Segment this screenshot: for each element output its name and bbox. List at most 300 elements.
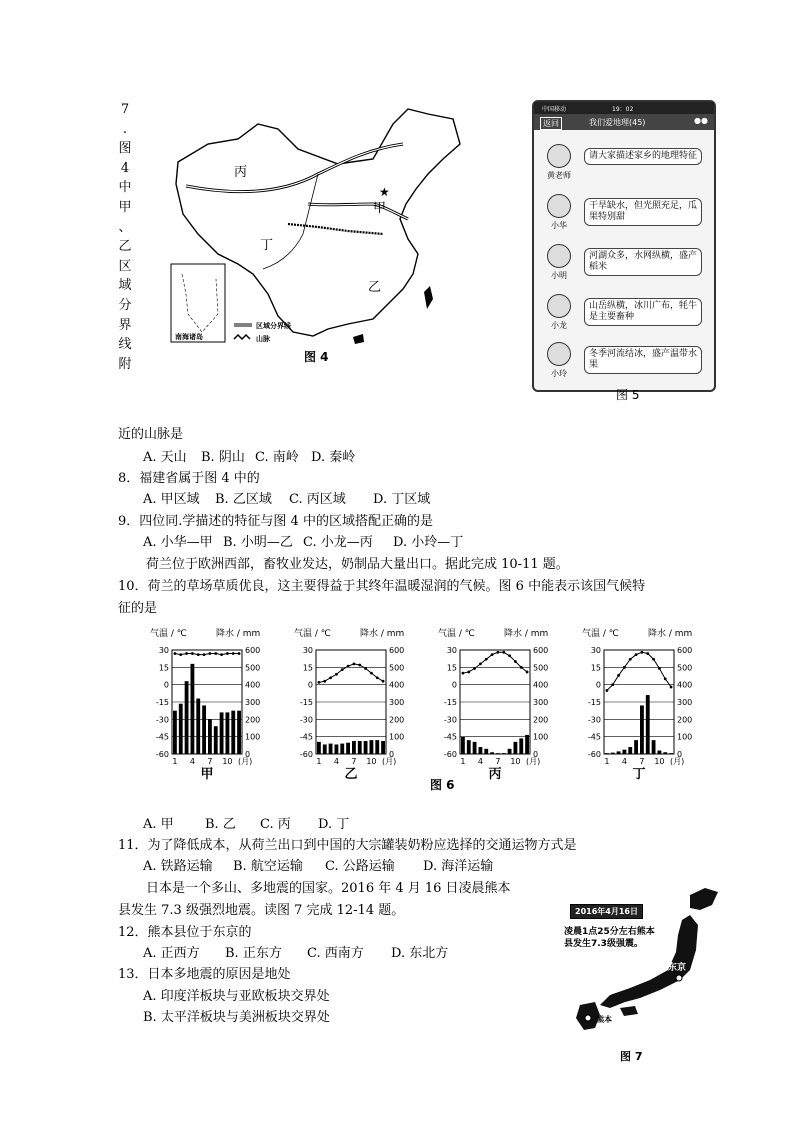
chat-avatar (542, 294, 576, 331)
precip-tick-label: 500 (533, 663, 549, 673)
q9-options (143, 531, 463, 550)
precip-bar (461, 737, 465, 754)
precip-bar (519, 738, 523, 754)
temp-point (491, 653, 494, 656)
precip-tick-label: 100 (677, 732, 693, 742)
china-map-svg (168, 104, 468, 370)
q12-stem: 12．熊本县位于东京的 (118, 925, 252, 940)
precip-bar (646, 695, 650, 754)
avatar-face-icon (547, 244, 571, 268)
precip-tick-label: 200 (533, 715, 549, 725)
month-tick-label: 4 (621, 757, 627, 766)
precip-bar (214, 726, 218, 754)
q7-stem-char: 图 (118, 141, 132, 157)
chat-avatar (542, 194, 576, 231)
temp-point (606, 689, 609, 692)
temp-point (353, 662, 356, 665)
q12-options (143, 942, 448, 961)
q11-option-c[interactable]: C. 公路运输 (325, 859, 395, 874)
q10-stem-line2: 征的是 (118, 601, 158, 616)
temp-tick-label: -30 (155, 715, 169, 725)
avatar-face-icon (547, 194, 571, 218)
temp-point (641, 651, 644, 654)
q8-option-b[interactable]: B. 乙区域 (215, 492, 272, 507)
temp-point (670, 686, 673, 689)
q10-stem-line1: 10．荷兰的草场草质优良，这主要得益于其终年温暖湿润的气候。图 6 中能表示该国气候特 (118, 579, 646, 594)
precip-bar (514, 742, 518, 754)
q7-stem-char: 区 (118, 258, 132, 274)
temp-point (617, 674, 620, 677)
region-label-jia: 甲 (373, 201, 387, 216)
q11-options (143, 855, 493, 874)
q9-option-d[interactable]: D. 小玲—丁 (393, 535, 464, 550)
intro-10-11: 荷兰位于欧洲西部，畜牧业发达，奶制品大量出口。据此完成 10-11 题。 (146, 557, 569, 572)
temp-axis-title: 气温 / ℃ (582, 629, 619, 639)
temp-point (232, 652, 235, 655)
precip-tick-label: 500 (677, 663, 693, 673)
q7-stem-char: 、 (118, 219, 132, 235)
temp-tick-label: 0 (451, 680, 457, 690)
q7-stem-char: 附 (118, 356, 132, 372)
precip-tick-label: 200 (389, 715, 405, 725)
figure-5-caption: 图 5 (616, 388, 640, 402)
month-tick-label: 4 (333, 757, 339, 766)
q8-options (143, 488, 430, 507)
chat-sender-name: 小龙 (551, 321, 567, 330)
precip-tick-label: 500 (245, 663, 261, 673)
temp-point (341, 668, 344, 671)
kumamoto-label: 熊本 (596, 1015, 612, 1024)
q7-option-d[interactable]: D. 秦岭 (311, 450, 356, 465)
temp-tick-label: 15 (302, 663, 313, 673)
temp-tick-label: -45 (155, 732, 169, 742)
month-tick-label: 10 (222, 757, 233, 766)
temp-point (238, 652, 241, 655)
temp-point (220, 653, 223, 656)
q13-option-b[interactable]: B. 太平洋板块与美洲板块交界处 (143, 1010, 330, 1025)
precip-bar (364, 741, 368, 754)
precip-bar (202, 705, 206, 754)
status-time: 19：02 (612, 106, 634, 113)
month-tick-label: 1 (316, 757, 322, 766)
q7-option-a[interactable]: A. 天山 (143, 450, 187, 465)
q11-stem: 11．为了降低成本，从荷兰出口到中国的大宗罐装奶粉应选择的交通运物方式是 (118, 838, 577, 853)
precip-axis-title: 降水 / mm (360, 629, 405, 639)
precip-bar (185, 681, 189, 754)
q10-option-c[interactable]: C. 丙 (260, 817, 291, 832)
date-box: 2016年4月16日 (570, 904, 643, 919)
precip-tick-label: 300 (677, 698, 693, 707)
temp-point (467, 671, 470, 674)
back-button[interactable]: 返回 (540, 117, 562, 130)
precip-bar (652, 740, 656, 754)
precip-bar (490, 752, 494, 754)
precip-bar (473, 742, 477, 754)
precip-axis-title: 降水 / mm (648, 629, 693, 639)
temp-tick-label: -15 (587, 698, 601, 707)
temp-tick-label: -30 (299, 715, 313, 725)
temp-tick-label: -30 (443, 715, 457, 725)
temp-point (623, 666, 626, 669)
chat-bubble: 山岳纵横，冰川广布，牦牛是主要畜种 (584, 298, 702, 326)
precip-tick-label: 300 (245, 698, 261, 707)
month-tick-label: 1 (172, 757, 178, 766)
precip-bar (479, 747, 483, 754)
temp-point (502, 651, 505, 654)
q9-option-c[interactable]: C. 小龙—丙 (303, 535, 373, 550)
figure-6-charts (150, 622, 720, 794)
temp-tick-label: -15 (299, 698, 313, 707)
temp-tick-label: -45 (587, 732, 601, 742)
month-unit-label: (月) (382, 757, 397, 766)
temp-point (185, 652, 188, 655)
temp-point (526, 671, 529, 674)
chart-name-label: 丙 (488, 767, 502, 782)
temp-tick-label: -60 (299, 750, 313, 759)
precip-bar (352, 741, 356, 754)
temp-point (479, 662, 482, 665)
precip-bar (179, 704, 183, 754)
precip-bar (329, 744, 333, 754)
chart-name-label: 乙 (344, 767, 358, 782)
temp-tick-label: 30 (446, 646, 457, 655)
temp-point (226, 652, 229, 655)
temp-point (652, 658, 655, 661)
temp-tick-label: 0 (307, 680, 313, 690)
temp-tick-label: -60 (155, 750, 169, 759)
temp-point (497, 651, 500, 654)
temp-point (485, 658, 488, 661)
q7-stem-char: 域 (118, 278, 132, 294)
precip-bar (628, 747, 632, 754)
chat-bubble: 干旱缺水，但光照充足，瓜果特别甜 (584, 198, 702, 226)
shikoku-shape (620, 1006, 638, 1016)
chat-header (534, 114, 714, 130)
precip-bar (669, 753, 673, 754)
q7-stem-char: 4 (120, 160, 130, 176)
status-bar (534, 102, 714, 114)
precip-tick-label: 0 (533, 750, 539, 759)
q12-option-b[interactable]: B. 正东方 (225, 946, 282, 961)
figure-7-caption: 图 7 (620, 1050, 643, 1063)
temp-point (508, 654, 511, 657)
chat-avatar (542, 244, 576, 281)
temp-line (463, 652, 527, 673)
temp-point (646, 652, 649, 655)
temp-tick-label: -60 (587, 750, 601, 759)
temp-point (203, 653, 206, 656)
intro-12-14-line1: 日本是一个多山、多地震的国家。2016 年 4 月 16 日凌晨熊本 (146, 881, 511, 896)
q12-option-d[interactable]: D. 东北方 (391, 946, 449, 961)
q10-option-d[interactable]: D. 丁 (318, 817, 350, 832)
region-label-yi: 乙 (368, 280, 382, 295)
temp-point (329, 676, 332, 679)
precip-bar (173, 711, 177, 754)
temp-point (318, 681, 321, 684)
temp-axis-title: 气温 / ℃ (150, 629, 187, 639)
q10-options (143, 813, 349, 832)
month-unit-label: (月) (670, 757, 685, 766)
q7-stem-char: . (122, 121, 128, 137)
q11-option-d[interactable]: D. 海洋运输 (423, 859, 494, 874)
temp-tick-label: 0 (595, 680, 601, 690)
precip-tick-label: 100 (389, 732, 405, 742)
q8-option-a[interactable]: A. 甲区域 (143, 492, 200, 507)
temp-point (664, 677, 667, 680)
month-tick-label: 10 (366, 757, 377, 766)
chat-title: 我们爱地理(45) (589, 118, 646, 127)
q7-stem-char: 甲 (118, 199, 132, 215)
temp-point (347, 665, 350, 668)
kumamoto-marker-icon (585, 1015, 591, 1021)
q7-stem-char: 线 (118, 337, 132, 353)
mountain-range (288, 224, 383, 234)
precip-bar (375, 740, 379, 754)
precip-tick-label: 400 (533, 680, 549, 690)
tokyo-marker-icon (676, 975, 682, 981)
chart-name-label: 甲 (200, 767, 214, 782)
q9-stem: 9．四位同.学描述的特征与图 4 中的区域搭配正确的是 (118, 514, 433, 529)
temp-tick-label: -15 (443, 698, 457, 707)
precip-bar (335, 744, 339, 754)
temp-axis-title: 气温 / ℃ (438, 629, 475, 639)
q7-stem-char: 7 (120, 102, 130, 117)
temp-point (214, 652, 217, 655)
chat-sender-name: 小玲 (551, 369, 567, 378)
q8-option-d[interactable]: D. 丁区域 (373, 492, 431, 507)
precip-tick-label: 500 (389, 663, 405, 673)
chat-sender-name: 黄老师 (547, 171, 571, 180)
precip-bar (317, 742, 321, 754)
chat-avatar (542, 342, 576, 379)
precip-bar (226, 712, 230, 754)
q12-option-c[interactable]: C. 西南方 (307, 946, 364, 961)
beijing-star-icon: ★ (379, 185, 390, 199)
precip-tick-label: 200 (677, 715, 693, 725)
precip-bar (508, 749, 512, 754)
temp-tick-label: 30 (302, 646, 313, 655)
temp-point (191, 652, 194, 655)
q8-stem: 8．福建省属于图 4 中的 (118, 471, 260, 486)
quake-note (564, 926, 655, 950)
precip-bar (467, 740, 471, 754)
quake-note-line1: 凌晨1点25分左右熊本 (564, 927, 655, 937)
precip-bar (208, 719, 212, 754)
q7-option-c[interactable]: C. 南岭 (255, 450, 299, 465)
temp-tick-label: 30 (590, 646, 601, 655)
precip-bar (370, 740, 374, 754)
quake-note-line2: 县发生7.3级强震。 (564, 939, 643, 949)
hokkaido-shape (690, 888, 718, 910)
precip-bar (496, 753, 500, 754)
q10-option-b[interactable]: B. 乙 (205, 817, 236, 832)
month-tick-label: 7 (207, 757, 213, 766)
precip-tick-label: 400 (389, 680, 405, 690)
precip-tick-label: 0 (245, 750, 251, 759)
temp-point (611, 683, 614, 686)
precip-bar (617, 751, 621, 754)
chat-sender-name: 小华 (551, 221, 567, 230)
chat-avatar (542, 144, 576, 181)
figure-4-map (168, 104, 468, 370)
q7-stem-char: 界 (118, 317, 132, 333)
temp-tick-label: 30 (158, 646, 169, 655)
precip-bar (196, 699, 200, 754)
figure-5-phone (532, 100, 716, 392)
temp-point (370, 672, 373, 675)
tokyo-label: 东京 (668, 963, 687, 973)
hainan-shape (353, 334, 364, 344)
status-carrier: 中国移动 (542, 106, 567, 113)
climate-charts-svg (150, 622, 720, 794)
avatar-face-icon (547, 342, 571, 366)
taiwan-shape (424, 286, 433, 309)
temp-point (382, 680, 385, 683)
precip-tick-label: 300 (389, 698, 405, 707)
q7-stem-char: 分 (118, 297, 132, 313)
precip-bar (381, 741, 385, 754)
q7-continuation: 近的山脉是 (118, 427, 184, 442)
legend-boundary-label: 区域分界线 (256, 321, 291, 330)
q7-option-b[interactable]: B. 阴山 (201, 450, 245, 465)
q7-stem-char: 中 (118, 180, 132, 196)
precip-bar (658, 751, 662, 754)
precip-bar (502, 753, 506, 754)
chart-name-label: 丁 (632, 767, 646, 782)
temp-point (174, 652, 177, 655)
temp-point (197, 653, 200, 656)
q7-options (143, 446, 355, 465)
region-label-ding: 丁 (260, 238, 274, 253)
temp-tick-label: 15 (158, 663, 169, 673)
temp-tick-label: 15 (446, 663, 457, 673)
precip-axis-title: 降水 / mm (504, 629, 549, 639)
precip-bar (525, 735, 529, 754)
month-unit-label: (月) (238, 757, 253, 766)
q10-option-a[interactable]: A. 甲 (143, 817, 174, 832)
month-tick-label: 7 (639, 757, 645, 766)
south-china-sea-inset (171, 264, 225, 342)
temp-line (175, 653, 239, 654)
precip-bar (663, 752, 667, 754)
precip-bar (634, 740, 638, 754)
temp-point (376, 676, 379, 679)
temp-tick-label: -30 (587, 715, 601, 725)
month-tick-label: 10 (510, 757, 521, 766)
precip-bar (484, 749, 488, 754)
q13-stem: 13．日本多地震的原因是地处 (118, 967, 291, 982)
q9-option-b[interactable]: B. 小明—乙 (223, 535, 293, 550)
precip-bar (323, 744, 327, 754)
precip-bar (340, 744, 344, 754)
month-tick-label: 10 (654, 757, 665, 766)
temp-point (335, 673, 338, 676)
q8-option-c[interactable]: C. 丙区域 (289, 492, 346, 507)
month-tick-label: 4 (477, 757, 483, 766)
temp-tick-label: -45 (299, 732, 313, 742)
temp-tick-label: 0 (163, 680, 169, 690)
temp-line (319, 664, 383, 682)
chat-bubble: 冬季河流结冰，盛产温带水果 (584, 346, 702, 374)
chat-bubble: 河湖众多，水网纵横，盛产稻米 (584, 248, 702, 276)
precip-tick-label: 600 (533, 646, 549, 655)
inset-label: 南海诸岛 (175, 332, 203, 341)
precip-axis-title: 降水 / mm (216, 629, 261, 639)
figure-4-caption: 图 4 (304, 350, 329, 364)
temp-point (364, 667, 367, 670)
month-tick-label: 1 (460, 757, 466, 766)
avatar-face-icon (547, 144, 571, 168)
q11-option-b[interactable]: B. 航空运输 (233, 859, 303, 874)
precip-bar (605, 753, 609, 754)
region-label-bing: 丙 (234, 165, 248, 180)
precip-bar (640, 705, 644, 754)
precip-tick-label: 0 (389, 750, 395, 759)
temp-point (629, 658, 632, 661)
precip-tick-label: 600 (245, 646, 261, 655)
temp-point (209, 652, 212, 655)
q13-option-a[interactable]: A. 印度洋板块与亚欧板块交界处 (143, 989, 330, 1004)
temp-point (658, 667, 661, 670)
month-tick-label: 7 (351, 757, 357, 766)
month-tick-label: 4 (189, 757, 195, 766)
precip-bar (346, 743, 350, 754)
q9-option-a[interactable]: A. 小华—甲 (143, 535, 213, 550)
chat-sender-name: 小明 (551, 271, 567, 280)
precip-bar (220, 712, 224, 754)
precip-bar (611, 753, 615, 754)
group-icon[interactable]: ●● (694, 116, 708, 125)
temp-tick-label: -60 (443, 750, 457, 759)
temp-point (323, 680, 326, 683)
precip-tick-label: 0 (677, 750, 683, 759)
month-tick-label: 1 (604, 757, 610, 766)
figure-6-caption: 图 6 (430, 778, 455, 792)
temp-point (473, 667, 476, 670)
precip-bar (191, 664, 195, 754)
precip-tick-label: 400 (677, 680, 693, 690)
precip-tick-label: 600 (677, 646, 693, 655)
temp-point (514, 660, 517, 663)
legend-mountain-label: 山脉 (256, 334, 270, 343)
temp-tick-label: 15 (590, 663, 601, 673)
intro-12-14-line2: 县发生 7.3 级强烈地震。读图 7 完成 12-14 题。 (118, 903, 405, 918)
precip-bar (231, 711, 235, 754)
precip-tick-label: 300 (533, 698, 549, 707)
temp-point (635, 653, 638, 656)
precip-tick-label: 400 (245, 680, 261, 690)
figure-7-japan-map (540, 880, 730, 1070)
precip-tick-label: 100 (245, 732, 261, 742)
temp-tick-label: -45 (443, 732, 457, 742)
precip-tick-label: 600 (389, 646, 405, 655)
month-unit-label: (月) (526, 757, 541, 766)
q11-option-a[interactable]: A. 铁路运输 (143, 859, 213, 874)
q12-option-a[interactable]: A. 正西方 (143, 946, 200, 961)
temp-axis-title: 气温 / ℃ (294, 629, 331, 639)
temp-point (462, 672, 465, 675)
precip-tick-label: 200 (245, 715, 261, 725)
precip-bar (623, 750, 627, 754)
temp-point (358, 664, 361, 667)
temp-tick-label: -15 (155, 698, 169, 707)
chat-bubble: 请大家描述家乡的地理特征 (584, 148, 702, 165)
avatar-face-icon (547, 294, 571, 318)
month-tick-label: 7 (495, 757, 501, 766)
legend-mountain-swatch (234, 335, 250, 339)
temp-point (179, 653, 182, 656)
precip-tick-label: 100 (533, 732, 549, 742)
